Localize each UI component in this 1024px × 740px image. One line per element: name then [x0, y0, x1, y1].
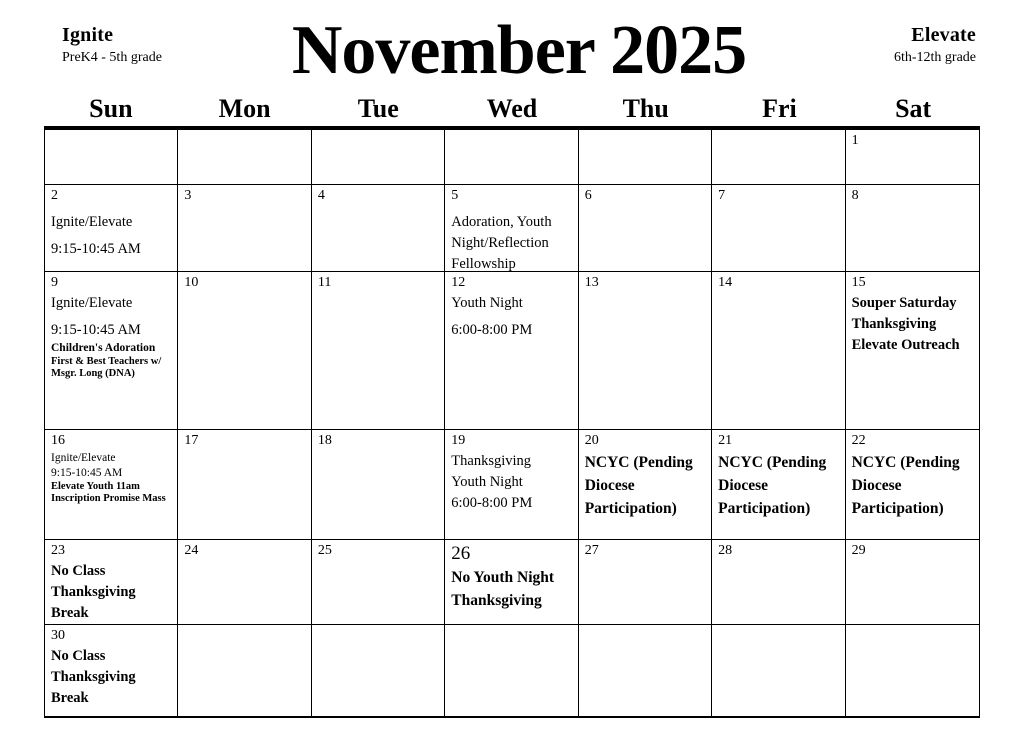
day-cell[interactable]	[579, 272, 712, 430]
day-cell[interactable]	[45, 430, 178, 540]
day-cell[interactable]	[45, 130, 178, 185]
day-cell[interactable]	[712, 540, 845, 625]
day-number: 23	[51, 543, 65, 558]
day-cell[interactable]	[846, 625, 979, 717]
day-number: 11	[317, 275, 332, 290]
day-number: 16	[51, 433, 65, 448]
event-text: Thanksgiving	[451, 452, 532, 469]
day-cell[interactable]	[712, 272, 845, 430]
event-text: Youth Night	[451, 473, 523, 490]
day-cell[interactable]	[178, 185, 311, 272]
day-number: 17	[184, 433, 199, 448]
event-text: Adoration, Youth Night/Reflection Fellowship	[451, 213, 552, 272]
event-text: Souper Saturday Thanksgiving Elevate Outreach	[851, 294, 960, 353]
day-cell[interactable]	[445, 130, 578, 185]
event-text: Ignite/Elevate	[51, 294, 133, 311]
day-number: 1	[851, 133, 859, 148]
weekday-tue: Tue	[357, 94, 399, 123]
event-text: Youth Night	[451, 294, 523, 311]
day-cell[interactable]	[712, 185, 845, 272]
day-cell[interactable]	[712, 625, 845, 717]
day-number: 7	[718, 188, 726, 203]
event-text: 9:15-10:45 AM	[51, 321, 141, 338]
event-text: Ignite/Elevate	[51, 213, 133, 230]
day-cell[interactable]	[312, 625, 445, 717]
event-text: Thanksgiving Break	[51, 583, 136, 621]
day-cell[interactable]	[445, 272, 578, 430]
day-number: 18	[317, 433, 332, 448]
page-title: November 2025	[291, 12, 747, 89]
day-number: 19	[451, 433, 466, 448]
ignite-title: Ignite	[62, 24, 114, 46]
elevate-label-group	[786, 12, 980, 67]
calendar-header	[44, 0, 980, 92]
day-number: 3	[184, 188, 192, 203]
day-cell[interactable]	[579, 130, 712, 185]
event-text: Thanksgiving	[451, 592, 542, 610]
day-cell[interactable]	[846, 130, 979, 185]
ignite-label-group	[44, 12, 252, 67]
event-text: 6:00-8:00 PM	[451, 321, 533, 338]
event-text: Ignite/Elevate	[51, 451, 116, 464]
day-cell[interactable]	[846, 185, 979, 272]
event-text: 6:00-8:00 PM	[451, 494, 533, 511]
day-number: 15	[851, 275, 866, 290]
day-cell[interactable]	[45, 625, 178, 717]
day-cell[interactable]	[178, 430, 311, 540]
event-text: Elevate Youth 11am Inscription Promise Mass	[51, 480, 166, 505]
day-number: 22	[851, 433, 866, 448]
day-number: 27	[584, 543, 599, 558]
ignite-subtitle: PreK4 - 5th grade	[62, 50, 162, 65]
day-number: 5	[451, 188, 459, 203]
day-number: 28	[718, 543, 733, 558]
day-number: 29	[851, 543, 866, 558]
elevate-subtitle: 6th-12th grade	[893, 50, 976, 65]
day-cell[interactable]	[178, 130, 311, 185]
event-text: 9:15-10:45 AM	[51, 240, 141, 257]
day-cell[interactable]	[312, 430, 445, 540]
weekday-thu: Thu	[622, 94, 669, 123]
day-number: 30	[51, 628, 65, 643]
day-cell[interactable]	[712, 130, 845, 185]
day-cell[interactable]	[712, 430, 845, 540]
weekday-sat: Sat	[895, 94, 932, 123]
day-number: 24	[184, 543, 199, 558]
day-cell[interactable]	[846, 430, 979, 540]
event-text: Children's Adoration	[51, 341, 156, 354]
event-text: No Class	[51, 562, 106, 579]
event-text: NCYC (Pending Diocese Participation)	[584, 453, 693, 518]
day-number: 21	[718, 433, 733, 448]
day-cell[interactable]	[445, 430, 578, 540]
event-text: NCYC (Pending Diocese Participation)	[851, 453, 960, 518]
day-cell[interactable]	[846, 272, 979, 430]
day-cell[interactable]	[579, 540, 712, 625]
day-number: 10	[184, 275, 199, 290]
day-cell[interactable]	[445, 625, 578, 717]
day-cell[interactable]	[445, 185, 578, 272]
day-cell[interactable]	[178, 625, 311, 717]
weekday-wed: Wed	[486, 94, 538, 123]
weekday-fri: Fri	[762, 94, 797, 123]
event-text: Thanksgiving Break	[51, 668, 136, 706]
day-number: 25	[317, 543, 332, 558]
day-number: 6	[584, 188, 592, 203]
day-cell[interactable]	[312, 540, 445, 625]
day-number: 2	[51, 188, 58, 203]
day-cell[interactable]	[579, 185, 712, 272]
day-cell[interactable]	[45, 540, 178, 625]
event-text: No Youth Night	[451, 568, 555, 586]
day-cell[interactable]	[178, 540, 311, 625]
day-cell[interactable]	[312, 185, 445, 272]
day-cell[interactable]	[579, 625, 712, 717]
event-text: First & Best Teachers w/ Msgr. Long (DNA)	[51, 355, 162, 380]
event-text: NCYC (Pending Diocese Participation)	[718, 453, 827, 518]
event-text: No Class	[51, 647, 106, 664]
event-text: 9:15-10:45 AM	[51, 466, 123, 479]
day-number: 4	[317, 188, 325, 203]
day-cell[interactable]	[846, 540, 979, 625]
day-cell[interactable]	[312, 272, 445, 430]
day-cell[interactable]	[445, 540, 578, 625]
day-number: 12	[451, 275, 466, 290]
day-number: 8	[851, 188, 859, 203]
weekday-mon: Mon	[218, 94, 271, 123]
calendar-grid	[44, 126, 980, 718]
elevate-title: Elevate	[911, 24, 976, 46]
weekday-header-row	[44, 92, 980, 126]
day-number: 20	[584, 433, 599, 448]
weekday-sun: Sun	[89, 94, 133, 123]
day-number: 13	[584, 275, 599, 290]
day-number: 26	[451, 543, 471, 564]
day-number: 9	[51, 275, 58, 290]
day-cell[interactable]	[178, 272, 311, 430]
day-cell[interactable]	[45, 185, 178, 272]
day-number: 14	[718, 275, 733, 290]
day-cell[interactable]	[45, 272, 178, 430]
day-cell[interactable]	[312, 130, 445, 185]
day-cell[interactable]	[579, 430, 712, 540]
